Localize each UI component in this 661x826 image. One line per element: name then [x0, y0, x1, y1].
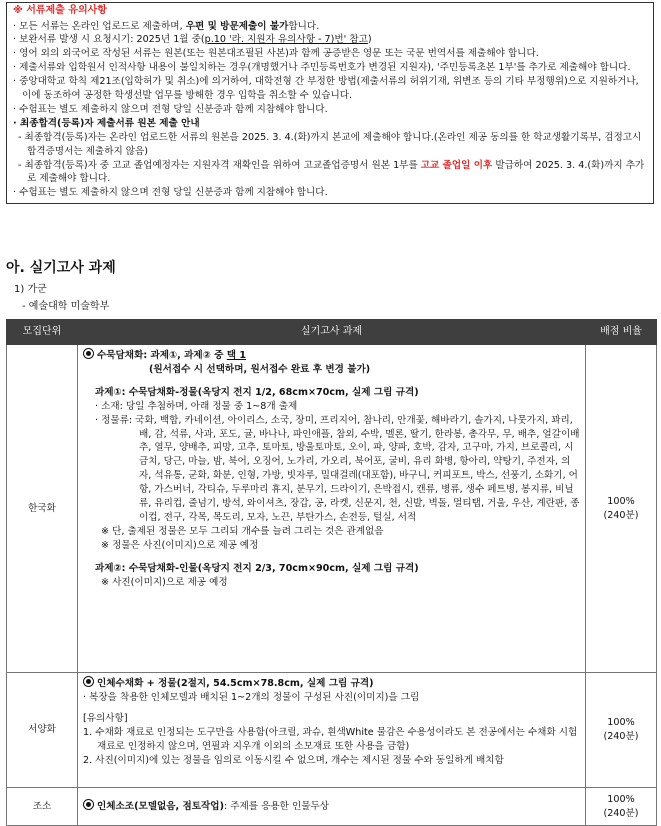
choice-note: (원서접수 시 선택하며, 원서접수 완료 후 변경 불가): [149, 363, 371, 375]
selected-circle-icon: [83, 676, 94, 687]
notice-box: [6, 2, 654, 204]
task1-still-list: · 정물류: 국화, 백합, 카네이션, 아이리스, 소국, 장미, 프리지어, 참나리, 안개꽃, 해바라기, 솔가지, 나뭇가지, 꽈리, 배, 감, 석류, 사과, 포도, 귤, 바나나, 파인애플, 참외, 수박, 멜론, 딸기, 한라봉, 총각무, 무, 배추, 얼갈이배추, 열무, 양배추, 피망, 고추, 토마토, 방울토마토, 오이, 파, 양파, 호박, 감자, 고구마, 가지, 브로콜리, 시금치, 당근, 마늘, 밤, 북어, 오징어, 노가리, 가오리, 북어포, 굴비, 유리 화병, 항아리, 약탕기, 주전자, 의자, 석유통, 군화, 화분, 인형, 가방, 빗자루, 밀대걸레(대포함), 바구니, 커피포트, 박스, 선풍기, 소화기, 어항, 가스버너, 각티슈, 두루마리 휴지, 분무기, 드라이기, 은박접시, 캔류, 병류, 생수 페트병, 봉지류, 비닐류, 유리컵, 줄넘기, 방석, 와이셔츠, 장갑, 공, 라켓, 신문지, 천, 신발, 벽돌, 멀티탭, 거울, 우산, 계란판, 종이컵, 전구, 각목, 목도리, 모자, 노끈, 부탄가스, 손전등, 털실, 서적: [95, 414, 580, 523]
unit-cell: 조소: [7, 788, 78, 826]
task-cell: [78, 345, 586, 673]
final-submission-title: · 최종합격(등록)자 제출서류 원본 제출 안내: [13, 117, 200, 129]
choice-line: 수묵담채화: 과제①, 과제② 중 택 1: [83, 348, 580, 363]
table-row: [7, 673, 657, 788]
final-submission-item: - 최종합격(등록)자 중 고교 졸업예정자는 지원자격 재확인을 위하여 고교졸업증명서 원본 1부를 고교 졸업일 이후 발급하여 2025. 3. 4.(화)까지 추가로 제출해야 합니다.: [18, 159, 645, 185]
practical-exam-table: [6, 319, 657, 826]
notice-item: · 제출서류와 입학원서 인적사항 내용이 불일치하는 경우(개명했거나 주민등록번호가 변경된 지원자), '주민등록초본 1부'를 추가로 제출해야 합니다.: [13, 62, 631, 74]
western-title: 인체수채화 + 정물(2절지, 54.5cm×78.8cm, 실제 그림 규격): [83, 676, 580, 691]
table-header-row: [7, 320, 657, 345]
task2-note: ※ 사진(이미지)으로 제공 예정: [101, 576, 228, 588]
task-cell: [78, 673, 586, 788]
table-row: [7, 788, 657, 826]
caution-item: 1. 수채화 재료로 인정되는 도구만을 사용함(아크릴, 과슈, 흰색White 물감은 수용성이라도 본 전공에서는 수채화 시험 재료로 인정하지 않으며, 연필과 지우개 이외의 소모재료 또한 사용을 금함): [83, 726, 578, 752]
notice-item: · 수험표는 별도 제출하지 않으며 전형 당일 신분증과 함께 지참해야 합니다.: [13, 103, 328, 115]
group-label: 1) 가군: [14, 284, 47, 295]
header-unit: 모집단위: [7, 320, 78, 345]
unit-cell: 서양화: [7, 673, 78, 788]
western-desc: · 복장을 착용한 인체모델과 배치된 1~2개의 정물이 구성된 사진(이미지)을 그림: [83, 691, 420, 703]
notice-item: · 영어 외의 외국어로 작성된 서류는 원본(또는 원본대조필된 사본)과 함께 공증받은 영문 또는 국문 번역서를 제출해야 합니다.: [13, 48, 539, 60]
score-cell: 100% (240분): [586, 345, 657, 673]
task1-note: ※ 단, 출제된 정물은 모두 그리되 개수를 늘려 그리는 것은 관계없음: [101, 525, 384, 537]
final-submission-item: - 최종합격(등록)자는 온라인 업로드한 서류의 원본을 2025. 3. 4.(화)까지 본교에 제출해야 합니다.(온라인 제공 동의를 한 학교생활기록부, 검정고시 합격증명서는 제출하지 않음): [18, 131, 642, 157]
task1-note: ※ 정물은 사진(이미지)으로 제공 예정: [101, 539, 259, 551]
notice-item: · 모든 서류는 온라인 업로드로 제출하며, 우편 및 방문제출이 불가합니다.: [13, 20, 320, 32]
table-row: [7, 345, 657, 673]
unit-cell: 한국화: [7, 345, 78, 673]
score-cell: 100% (240분): [586, 673, 657, 788]
notice-item: · 수험표는 별도 제출하지 않으며 전형 당일 신분증과 함께 지참해야 합니다.: [13, 187, 328, 199]
notice-item: · 중앙대학교 학칙 제21조(입학허가 및 취소)에 의거하여, 대학전형 간 부정한 방법(제출서류의 허위기재, 위변조 등의 기타 부정행위)으로 지원하거나, 이에 동조하여 공정한 학생선발 업무를 방해한 경우 입학을 취소할 수 있습니다.: [13, 76, 639, 102]
sculpture-title: 인체소조(모델없음, 점토작업): [97, 800, 224, 812]
caution-title: [유의사항]: [83, 712, 128, 724]
section-title: 아. 실기고사 과제: [6, 260, 116, 276]
header-score: 배점 비율: [586, 320, 657, 345]
task-cell: [78, 788, 586, 826]
task1-title: 과제①: 수묵담채화-정물(옥당지 전지 1/2, 68cm×70cm, 실제 그림 규격): [95, 386, 419, 398]
sculpture-desc: : 주제를 응용한 인물두상: [223, 800, 330, 812]
task2-title: 과제②: 수묵담채화-인물(옥당지 전지 2/3, 70cm×90cm, 실제 그림 규격): [95, 562, 419, 574]
caution-item: 2. 사진(이미지)에 있는 정물을 임의로 이동시킬 수 없으며, 개수는 제시된 정물 수와 동일하게 배치함: [83, 754, 504, 766]
task1-material: · 소재: 당일 추첨하며, 아래 정물 중 1~8개 출제: [95, 400, 298, 412]
selected-circle-icon: [83, 348, 94, 359]
header-task: 실기고사 과제: [78, 320, 586, 345]
department-label: - 예술대학 미술학부: [22, 301, 110, 312]
score-cell: 100% (240분): [586, 788, 657, 826]
notice-item: · 보완서류 발생 시 요청시기: 2025년 1월 중(p.10 '라. 지원자 유의사항 - 7)번' 참고): [13, 34, 372, 46]
selected-circle-icon: [83, 799, 94, 810]
notice-title: ※ 서류제출 유의사항: [13, 5, 107, 16]
